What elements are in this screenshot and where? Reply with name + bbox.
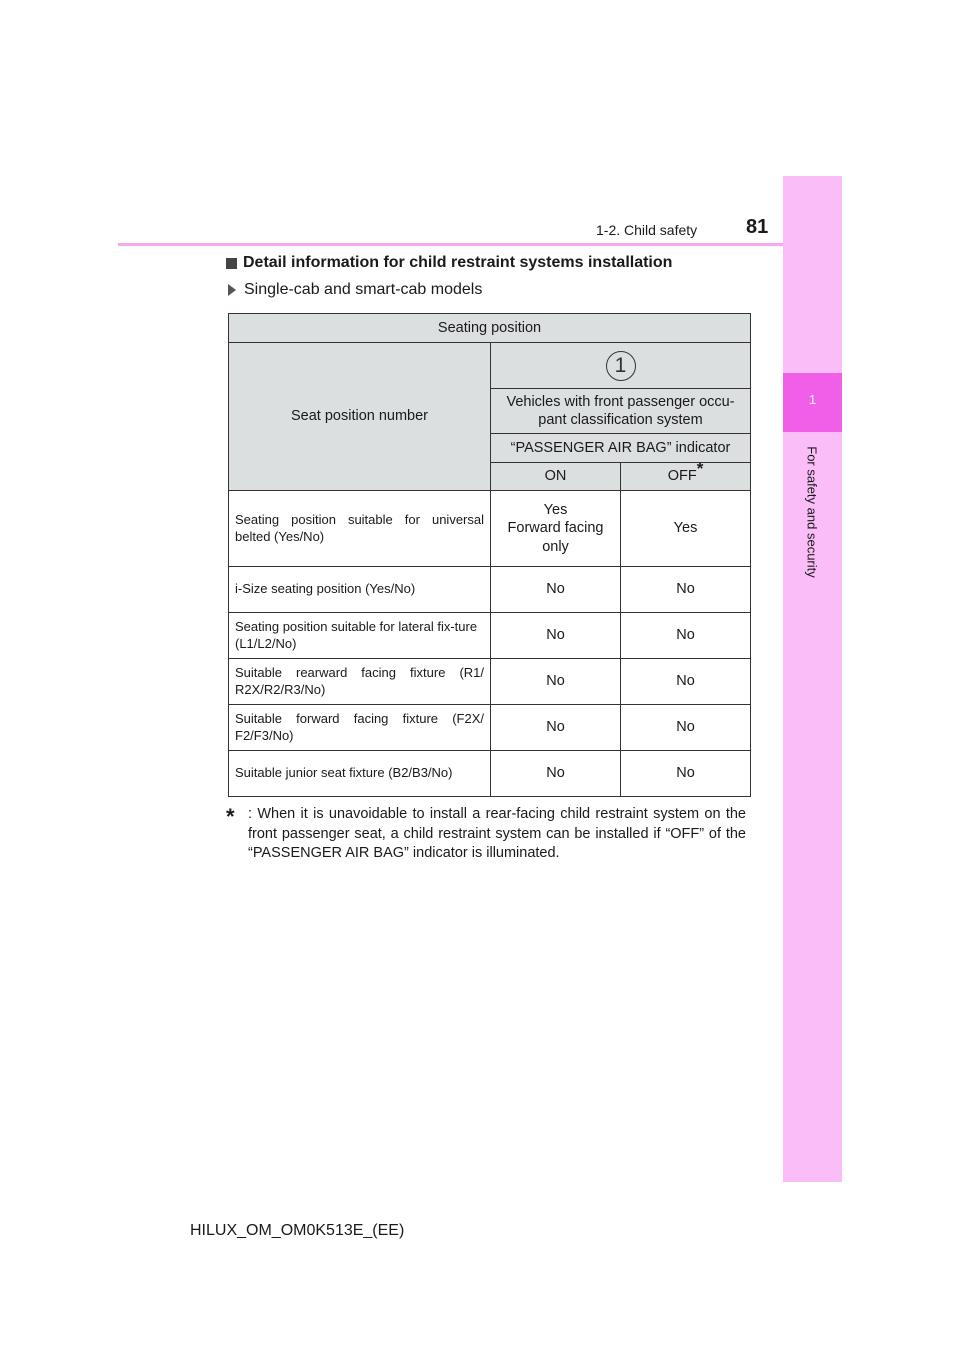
on-value-line: Yes xyxy=(543,502,568,519)
header-rule xyxy=(118,243,842,246)
row-label: Seating position suitable for lateral fix-ture (L1/L2/No) xyxy=(229,613,491,659)
section-heading xyxy=(226,254,672,272)
on-value xyxy=(491,491,621,567)
on-value: No xyxy=(491,705,621,751)
square-bullet-icon xyxy=(226,258,237,269)
on-value-line: Forward facing only xyxy=(507,520,604,555)
table-row xyxy=(229,491,751,567)
footnote xyxy=(226,802,746,862)
row-label: i-Size seating position (Yes/No) xyxy=(229,567,491,613)
row-label: Suitable forward facing fixture (F2X/ F2/F3/No) xyxy=(229,705,491,751)
page-number: 81 xyxy=(746,216,769,238)
seat-number-circle-icon: 1 xyxy=(606,351,636,381)
off-column-header xyxy=(621,459,751,491)
row-label: Suitable rearward facing fixture (R1/ R2X/R2/R3/No) xyxy=(229,659,491,705)
table-row xyxy=(229,659,751,705)
off-footnote-mark: * xyxy=(696,459,704,479)
seat-number-cell xyxy=(491,343,751,389)
seating-position-table xyxy=(228,313,751,797)
row-label: Seating position suitable for universal belted (Yes/No) xyxy=(229,491,491,567)
document-code: HILUX_OM_OM0K513E_(EE) xyxy=(190,1222,405,1239)
off-value: No xyxy=(621,567,751,613)
table-row xyxy=(229,705,751,751)
side-tab-chapter-number: 1 xyxy=(808,392,817,407)
row-label: Suitable junior seat fixture (B2/B3/No) xyxy=(229,751,491,797)
off-label: OFF xyxy=(667,468,697,485)
side-tab-chapter-label: For safety and security xyxy=(804,446,820,578)
classification-system-header: Vehicles with front passenger occu-pant classification system xyxy=(491,389,751,434)
off-value: Yes xyxy=(621,491,751,567)
subsection-heading xyxy=(226,281,482,299)
on-value: No xyxy=(491,567,621,613)
subsection-heading-text: Single-cab and smart-cab models xyxy=(244,281,483,298)
airbag-indicator-header: “PASSENGER AIR BAG” indicator xyxy=(491,434,751,463)
on-value: No xyxy=(491,751,621,797)
off-value: No xyxy=(621,705,751,751)
off-value: No xyxy=(621,613,751,659)
table-row xyxy=(229,567,751,613)
seating-position-header: Seating position xyxy=(229,314,751,343)
table-row xyxy=(229,751,751,797)
footnote-star-mark: * xyxy=(226,804,235,829)
seat-position-number-label: Seat position number xyxy=(229,343,491,491)
side-tab xyxy=(783,176,842,1182)
table-row xyxy=(229,613,751,659)
on-value: No xyxy=(491,659,621,705)
off-value: No xyxy=(621,751,751,797)
off-value: No xyxy=(621,659,751,705)
section-title: 1-2. Child safety xyxy=(596,222,698,238)
section-heading-text: Detail information for child restraint systems installation xyxy=(243,254,673,271)
footnote-text: : When it is unavoidable to install a rear-facing child restraint system on the front passenger seat, a child restraint system can be installed if “OFF” of the “PASSENGER AIR BAG” indicator is illuminated. xyxy=(248,806,746,862)
on-value: No xyxy=(491,613,621,659)
triangle-arrow-icon xyxy=(228,284,236,296)
on-column-header: ON xyxy=(491,463,621,491)
